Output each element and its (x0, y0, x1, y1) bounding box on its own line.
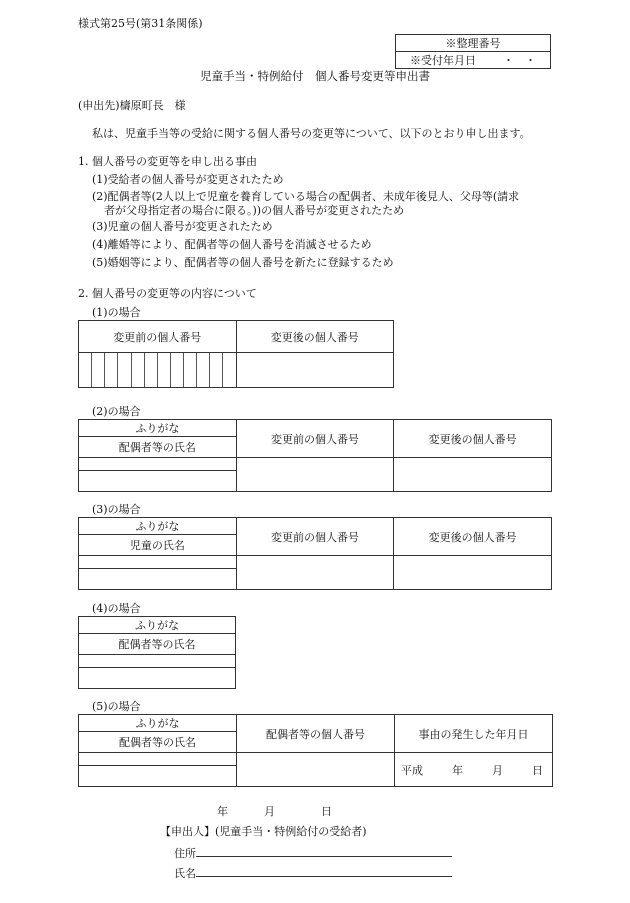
reference-date-label: ※受付年月日 (410, 54, 476, 67)
case5-date-header: 事由の発生した年月日 (395, 715, 553, 753)
reason-4: (4)離婚等により、配偶者等の個人番号を消滅させるため (92, 238, 372, 251)
form-id: 様式第25号(第31条関係) (78, 17, 203, 30)
case5-number-input[interactable] (237, 753, 395, 787)
case5-name-header: 配偶者等の氏名 (79, 732, 237, 753)
case1-label: (1)の場合 (92, 306, 141, 319)
case4-table (78, 616, 236, 689)
case5-name-input[interactable] (79, 766, 237, 787)
reference-date-dots: ・ ・ (503, 54, 536, 67)
case3-before-number[interactable] (236, 556, 394, 590)
case5-furigana-input[interactable] (79, 753, 237, 766)
case3-after-header: 変更後の個人番号 (394, 518, 552, 556)
case3-before-header: 変更前の個人番号 (236, 518, 394, 556)
case5-day: 日 (532, 763, 543, 777)
address-label: 住所 (174, 847, 196, 860)
case3-label: (3)の場合 (92, 503, 141, 516)
address-field[interactable] (196, 842, 452, 857)
case2-before-number[interactable] (236, 458, 394, 492)
name-label: 氏名 (174, 867, 196, 880)
case5-era: 平成 (401, 763, 423, 777)
case5-number-header: 配偶者等の個人番号 (237, 715, 395, 753)
case2-furigana-input[interactable] (79, 458, 237, 471)
application-year: 年 (217, 805, 228, 818)
case5-table (78, 714, 553, 787)
case4-label: (4)の場合 (92, 602, 141, 615)
case1-before-number[interactable] (79, 353, 237, 388)
case2-after-number[interactable] (394, 458, 552, 492)
case1-table (78, 320, 394, 388)
case4-name-header: 配偶者等の氏名 (79, 634, 236, 655)
case2-name-header: 配偶者等の氏名 (79, 437, 237, 458)
case1-after-number[interactable] (236, 353, 394, 388)
addressee: (申出先)檮原町長 様 (78, 99, 186, 112)
section1-heading: 1. 個人番号の変更等を申し出る事由 (78, 155, 257, 168)
application-month: 月 (264, 805, 275, 818)
case5-month: 月 (492, 763, 503, 777)
reference-number-label: ※整理番号 (396, 35, 551, 52)
reason-3: (3)児童の個人番号が変更されたため (92, 220, 273, 233)
name-row (174, 862, 452, 881)
application-day: 日 (321, 805, 332, 818)
section2-heading: 2. 個人番号の変更等の内容について (78, 287, 257, 300)
case3-furigana-header: ふりがな (79, 518, 237, 535)
case2-table (78, 419, 552, 492)
reason-2: (2)配偶者等(2人以上で児童を養育している場合の配偶者、未成年後見人、父母等(請求 (92, 190, 520, 203)
reference-date-cell (396, 52, 551, 69)
reason-5: (5)婚姻等により、配偶者等の個人番号を新たに登録するため (92, 256, 394, 269)
reference-box (395, 34, 551, 69)
case5-year: 年 (452, 763, 463, 777)
case3-name-input[interactable] (79, 569, 237, 590)
case3-table (78, 517, 552, 590)
page-title: 児童手当・特例給付 個人番号変更等申出書 (200, 69, 430, 83)
intro-text: 私は、児童手当等の受給に関する個人番号の変更等について、以下のとおり申し出ます。 (92, 127, 531, 140)
case4-furigana-header: ふりがな (79, 617, 236, 634)
case2-label: (2)の場合 (92, 405, 141, 418)
name-field[interactable] (196, 862, 452, 877)
case3-name-header: 児童の氏名 (79, 535, 237, 556)
case1-before-header: 変更前の個人番号 (79, 321, 237, 353)
address-row (174, 842, 452, 861)
case5-date-input[interactable] (395, 753, 553, 787)
applicant-heading: 【申出人】(児童手当・特例給付の受給者) (160, 825, 367, 838)
case4-name-input[interactable] (79, 668, 236, 689)
case3-after-number[interactable] (394, 556, 552, 590)
reason-2-continued: 者が父母指定者の場合に限る。))の個人番号が変更されたため (104, 204, 405, 217)
case1-after-header: 変更後の個人番号 (236, 321, 394, 353)
case5-label: (5)の場合 (92, 700, 141, 713)
case2-after-header: 変更後の個人番号 (394, 420, 552, 458)
case2-furigana-header: ふりがな (79, 420, 237, 437)
reason-1: (1)受給者の個人番号が変更されたため (92, 173, 284, 186)
case2-name-input[interactable] (79, 471, 237, 492)
case2-before-header: 変更前の個人番号 (236, 420, 394, 458)
case3-furigana-input[interactable] (79, 556, 237, 569)
case4-furigana-input[interactable] (79, 655, 236, 668)
case5-furigana-header: ふりがな (79, 715, 237, 732)
